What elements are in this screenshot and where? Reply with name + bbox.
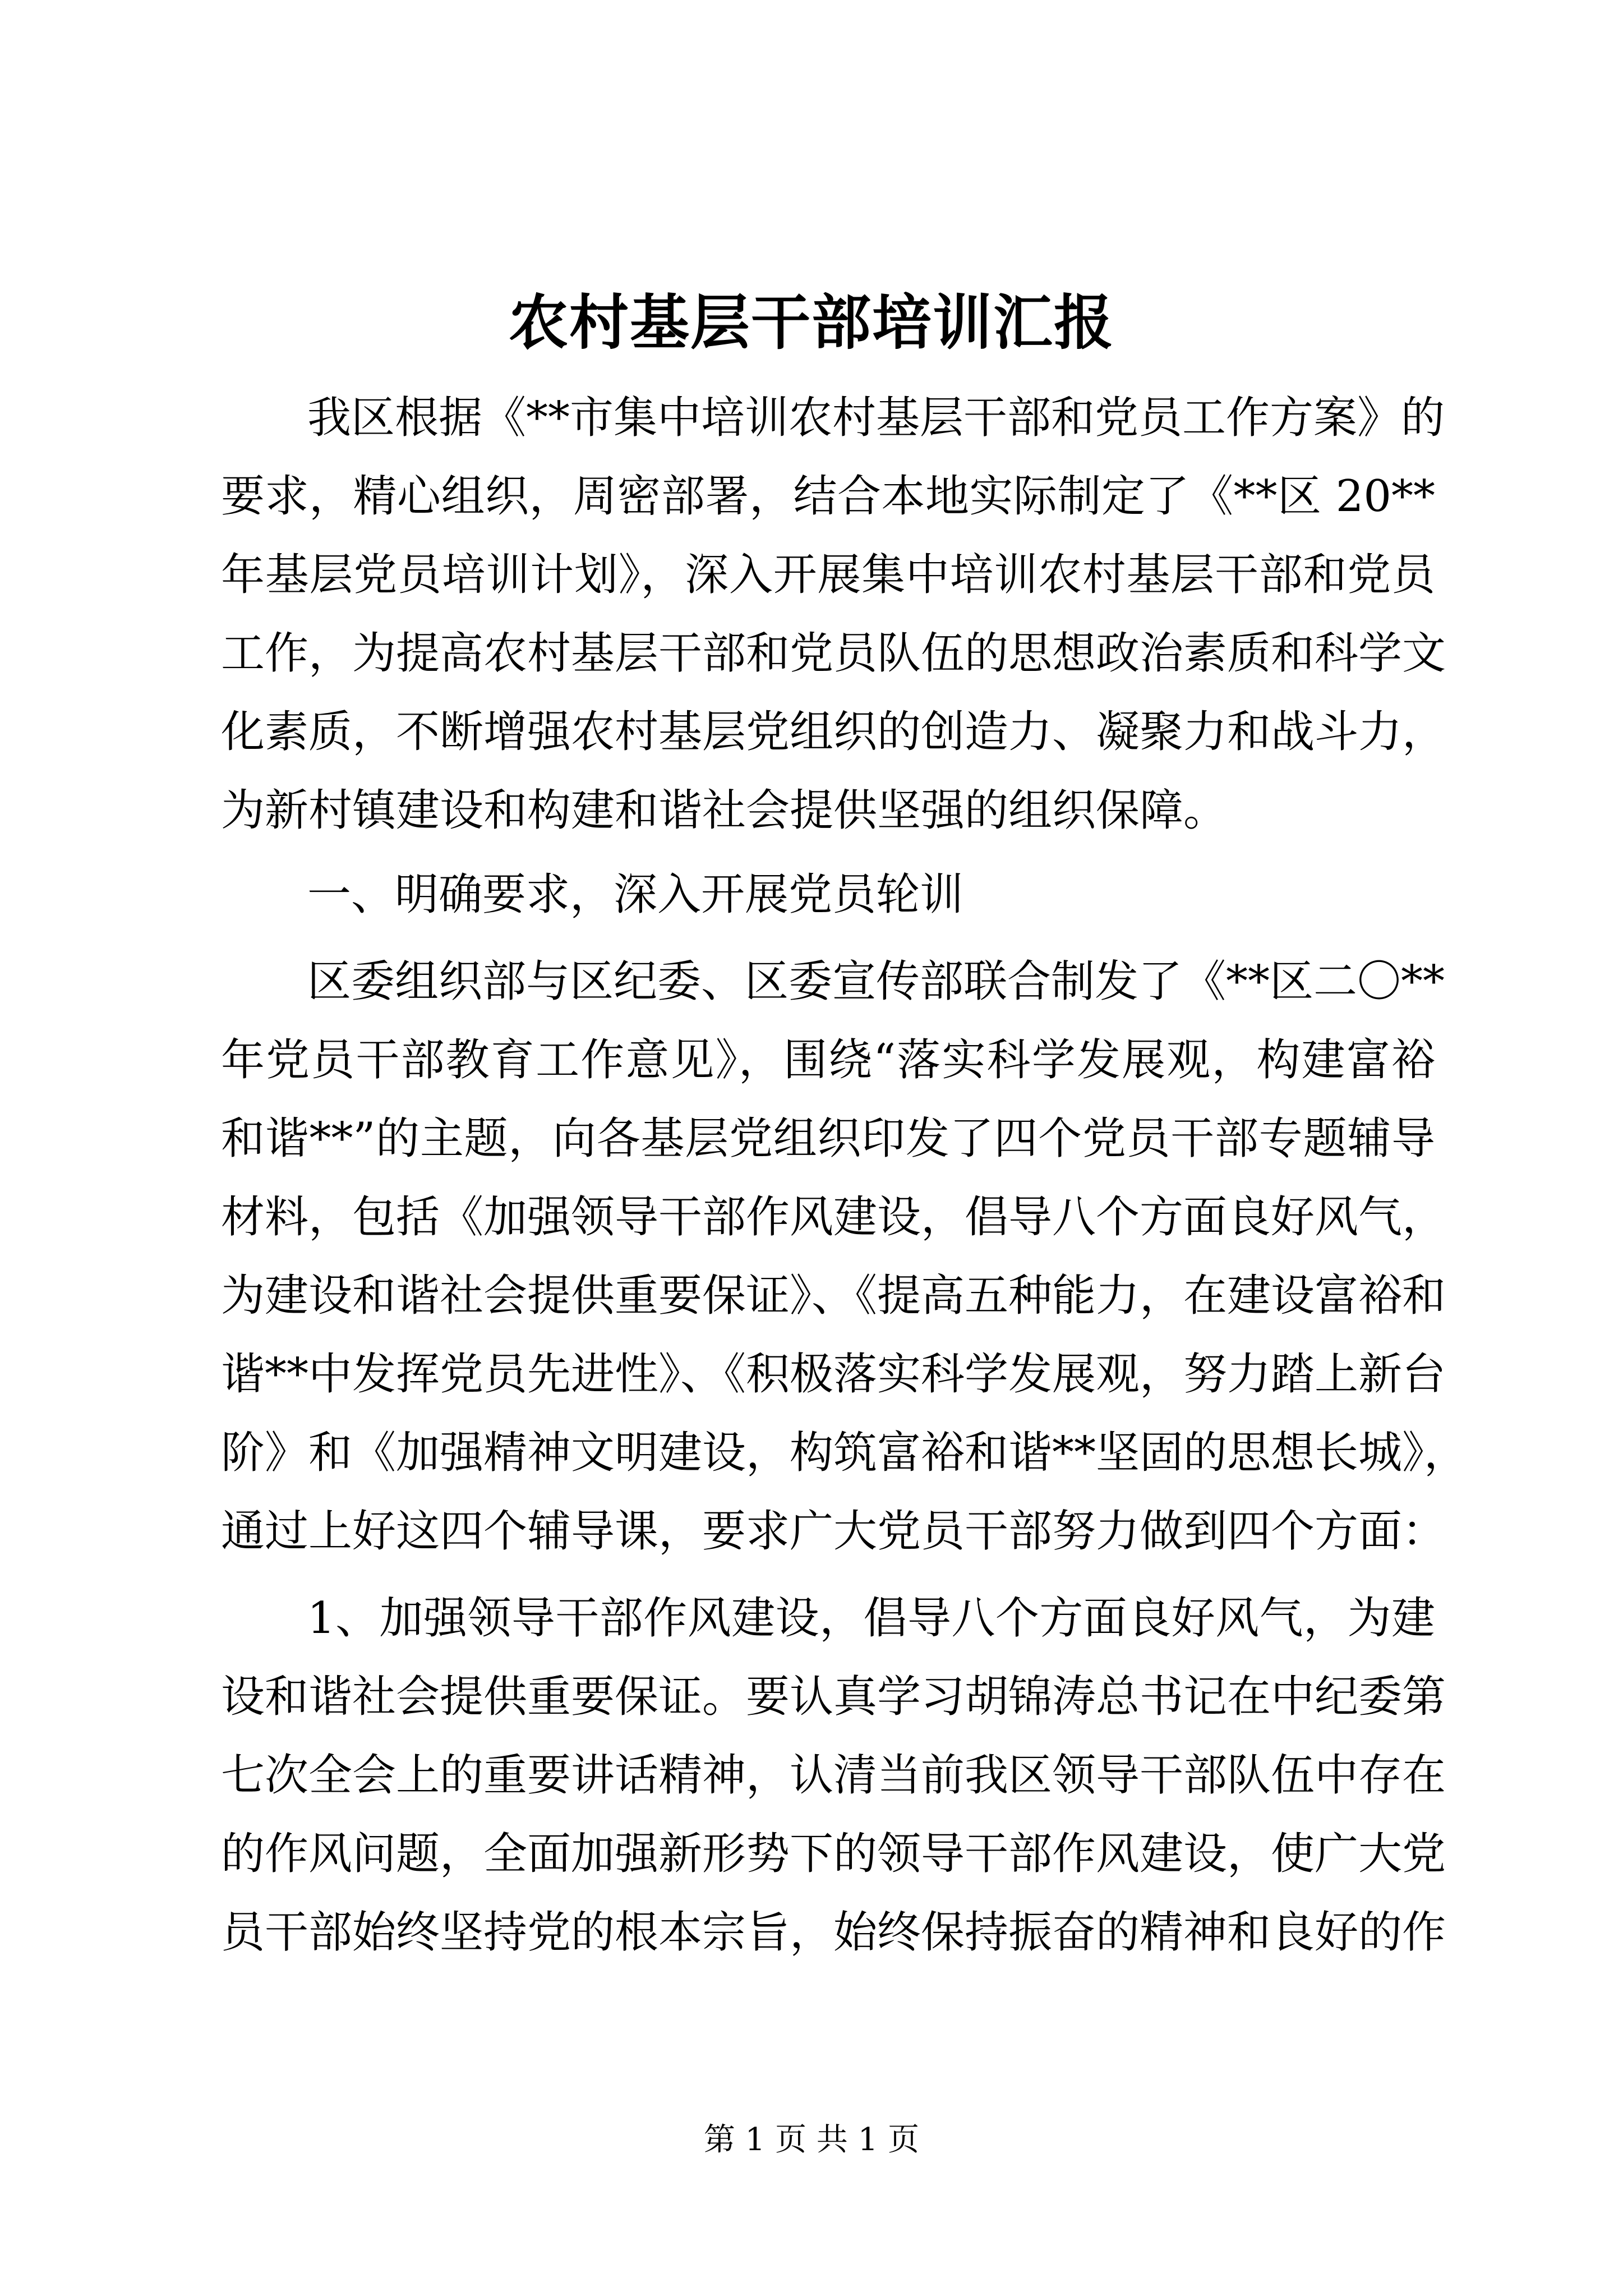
- paragraph-1-line-1: 我区根据《**市集中培训农村基层干部和党员工作方案》的: [307, 393, 1445, 443]
- paragraph-4-line-5: 员干部始终坚持党的根本宗旨，始终保持振奋的精神和良好的作: [221, 1907, 1446, 1958]
- paragraph-1-line-3: 年基层党员培训计划》，深入开展集中培训农村基层干部和党员: [221, 550, 1435, 600]
- paragraph-4-line-1: 1、加强领导干部作风建设，倡导八个方面良好风气，为建: [307, 1593, 1435, 1644]
- document-title: 农村基层干部培训汇报: [509, 287, 1114, 357]
- paragraph-3-line-5: 为建设和谐社会提供重要保证》、《提高五种能力，在建设富裕和: [221, 1271, 1446, 1321]
- paragraph-1-line-2: 要求，精心组织，周密部署，结合本地实际制定了《**区 20**: [221, 471, 1435, 522]
- paragraph-3-line-4: 材料，包括《加强领导干部作风建设，倡导八个方面良好风气，: [221, 1192, 1446, 1243]
- paragraph-3-line-2: 年党员干部教育工作意见》，围绕“落实科学发展观，构建富裕: [221, 1035, 1435, 1085]
- paragraph-4-line-2: 设和谐社会提供重要保证。要认真学习胡锦涛总书记在中纪委第: [221, 1672, 1446, 1722]
- paragraph-3-line-6: 谐**中发挥党员先进性》、《积极落实科学发展观，努力踏上新台: [221, 1349, 1446, 1400]
- paragraph-4-line-3: 七次全会上的重要讲话精神，认清当前我区领导干部队伍中存在: [221, 1750, 1446, 1801]
- paragraph-3-line-1: 区委组织部与区纪委、区委宣传部联合制发了《**区二〇**: [307, 956, 1445, 1007]
- section-heading-1: 一、明确要求，深入开展党员轮训: [307, 869, 964, 920]
- paragraph-4-line-4: 的作风问题，全面加强新形势下的领导干部作风建设，使广大党: [221, 1829, 1446, 1879]
- paragraph-3-line-3: 和谐**”的主题，向各基层党组织印发了四个党员干部专题辅导: [221, 1114, 1435, 1164]
- paragraph-3-line-7: 阶》和《加强精神文明建设，构筑富裕和谐**坚固的思想长城》，: [221, 1428, 1468, 1478]
- paragraph-1-line-5: 化素质，不断增强农村基层党组织的创造力、凝聚力和战斗力，: [221, 707, 1446, 757]
- paragraph-3-line-8: 通过上好这四个辅导课，要求广大党员干部努力做到四个方面：: [221, 1506, 1446, 1557]
- paragraph-1-line-4: 工作，为提高农村基层干部和党员队伍的思想政治素质和科学文: [221, 628, 1446, 679]
- page-number-footer: 第 1 页 共 1 页: [703, 2122, 920, 2158]
- paragraph-1-line-6: 为新村镇建设和构建和谐社会提供坚强的组织保障。: [221, 785, 1228, 836]
